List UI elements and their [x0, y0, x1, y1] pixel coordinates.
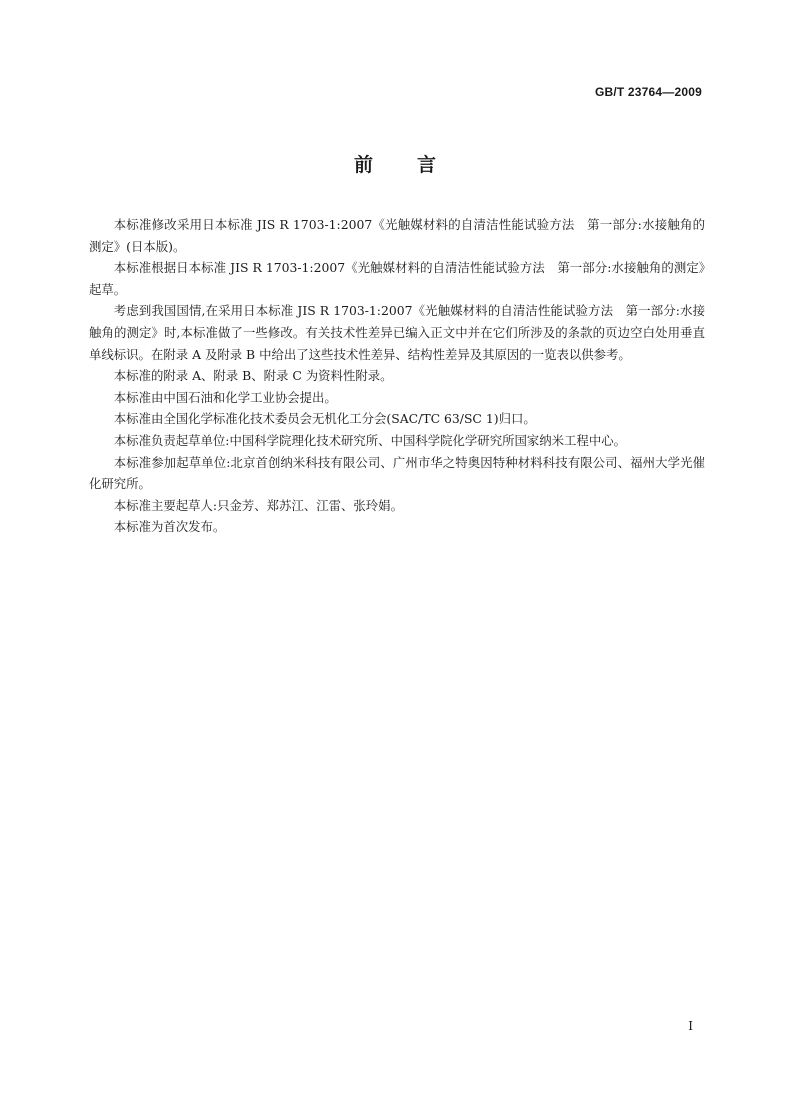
- paragraph-participating-drafters: 本标准参加起草单位:北京首创纳米科技有限公司、广州市华之特奥因特种材料科技有限公司、福州大学光催化研究所。: [89, 454, 705, 492]
- foreword-body: [89, 214, 705, 538]
- paragraph-adoption: 本标准修改采用日本标准 JIS R 1703-1:2007《光触媒材料的自清洁性能试验方法 第一部分:水接触角的测定》(日本版)。: [89, 217, 705, 254]
- page-title: [0, 150, 792, 177]
- page-title-part-1: 前: [353, 154, 375, 176]
- paragraph-proposer: 本标准由中国石油和化学工业协会提出。: [113, 389, 337, 405]
- paragraph-lead-drafters: 本标准负责起草单位:中国科学院理化技术研究所、中国科学院化学研究所国家纳米工程中心。: [113, 432, 626, 448]
- paragraph-modifications: 考虑到我国国情,在采用日本标准 JIS R 1703-1:2007《光触媒材料的自清洁性能试验方法 第一部分:水接触角的测定》时,本标准做了一些修改。有关技术性差异已编入正文中并在它们所涉及的条款的页边空白处用垂直单线标识。在附录 A 及附录 B 中给出了这些技术性差异、结构性差异及其原因的一览表以供参考。: [89, 303, 705, 362]
- page-title-part-2: 言: [417, 154, 439, 176]
- paragraph-committee: 本标准由全国化学标准化技术委员会无机化工分会(SAC/TC 63/SC 1)归口。: [113, 411, 536, 427]
- standard-code: GB/T 23764—2009: [594, 85, 702, 99]
- paragraph-drafting-basis: 本标准根据日本标准 JIS R 1703-1:2007《光触媒材料的自清洁性能试验方法 第一部分:水接触角的测定》起草。: [89, 260, 705, 297]
- page-number: I: [688, 1019, 693, 1033]
- paragraph-first-issue: 本标准为首次发布。: [113, 519, 226, 535]
- paragraph-annexes: 本标准的附录 A、附录 B、附录 C 为资料性附录。: [113, 368, 393, 384]
- paragraph-main-drafters: 本标准主要起草人:只金芳、郑苏江、江雷、张玲娟。: [113, 497, 403, 513]
